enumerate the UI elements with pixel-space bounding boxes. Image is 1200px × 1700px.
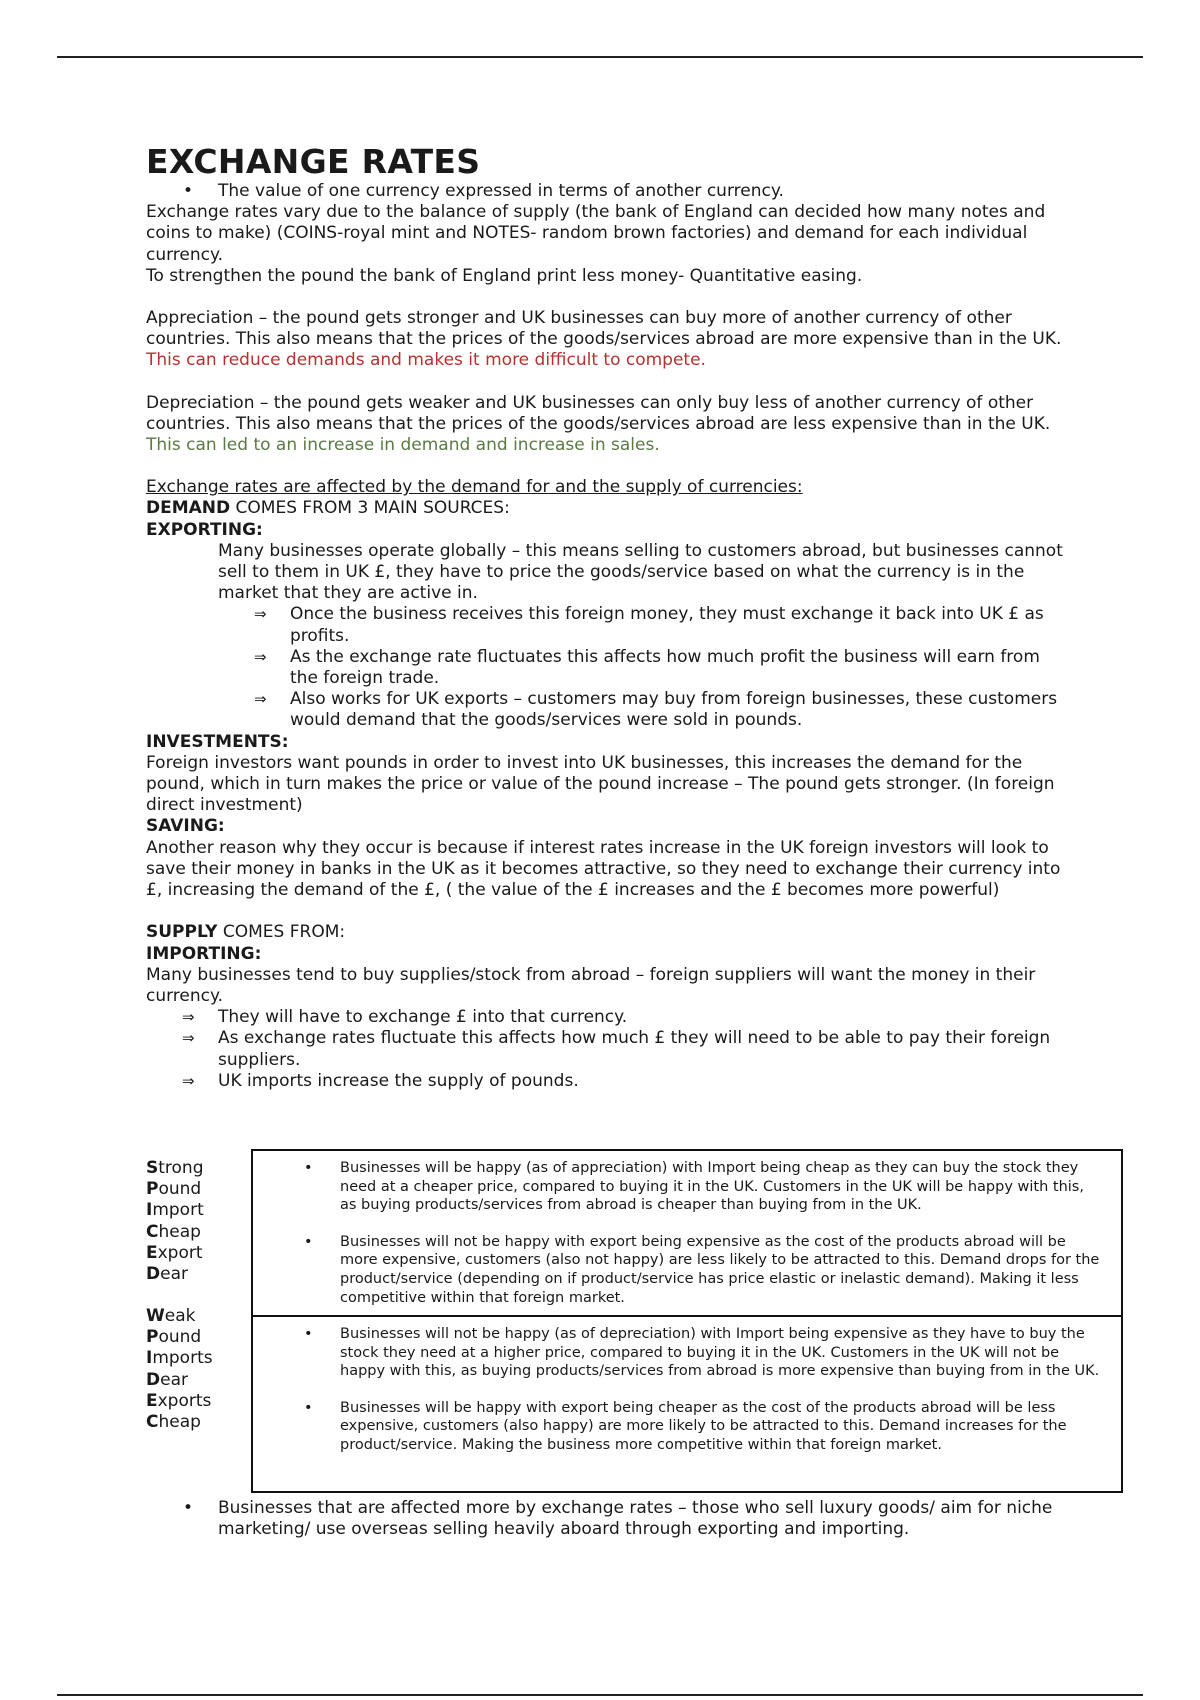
mnemonic-line: Pound xyxy=(146,1327,202,1348)
footer-rule xyxy=(57,1694,1143,1696)
importing-point: ⇒ As exchange rates fluctuate this affects how much £ they will need to be able to pay their foreign suppliers. xyxy=(182,1028,1051,1070)
mnemonic-line: Cheap xyxy=(146,1221,201,1242)
weak-pound-cell xyxy=(253,1317,1121,1491)
mnemonic-line: Exports xyxy=(146,1390,212,1411)
mnemonic-line: Strong xyxy=(146,1158,204,1178)
document-body xyxy=(146,143,1066,1092)
appreciation-highlight: This can reduce demands and makes it more difficult to compete. xyxy=(146,350,706,371)
exporting-points xyxy=(146,604,1066,731)
definition-list xyxy=(146,181,1066,202)
demand-heading: DEMAND COMES FROM 3 MAIN SOURCES: xyxy=(146,498,510,519)
mnemonic-line: Dear xyxy=(146,1264,188,1285)
saving-text: Another reason why they occur is because if interest rates increase in the UK foreign investors will look to save their money in banks in the UK as it becomes attractive, so they need to exchange their currency into £, increasing the demand of the £, ( the value of the £ increases and the £ becomes more powerful) xyxy=(146,837,1061,901)
strong-pound-cell xyxy=(253,1151,1121,1317)
exporting-point: ⇒ Also works for UK exports – customers may buy from foreign businesses, these customers would demand that the goods/services were sold in pounds. xyxy=(254,689,1058,731)
mnemonic-line: Pound xyxy=(146,1179,202,1200)
exporting-point: ⇒ As the exchange rate fluctuates this affects how much profit the business will earn from the foreign trade. xyxy=(254,646,1040,689)
mnemonic-strong xyxy=(146,1158,204,1285)
mnemonic-line: Cheap xyxy=(146,1412,201,1433)
investments-heading: INVESTMENTS: xyxy=(146,731,289,752)
investments-text: Foreign investors want pounds in order to invest into UK businesses, this increases the demand for the pound, which in turn makes the price or value of the pound increase – The pound gets stronger. (In foreign direct investment) xyxy=(146,752,1055,816)
final-bullet: • Businesses that are affected more by exchange rates – those who sell luxury goods/ aim for niche marketing/ use overseas selling heavily aboard through exporting and importing. xyxy=(218,1498,1096,1540)
importing-point: ⇒ They will have to exchange £ into that currency. xyxy=(182,1007,628,1028)
mnemonic-weak xyxy=(146,1306,213,1433)
table-bullet: • Businesses will be happy with export being cheaper as the cost of the products abroad will be less expensive, customers (also happy) are more likely to be attracted to this. Demand increases for the product/service. Making the business more competitive within that foreign market. xyxy=(340,1399,1121,1455)
mnemonic-line: Export xyxy=(146,1242,203,1263)
importing-heading: IMPORTING: xyxy=(146,943,262,964)
importing-text: Many businesses tend to buy supplies/stock from abroad – foreign suppliers will want the money in their currency. xyxy=(146,964,1036,1006)
depreciation-paragraph: Depreciation – the pound gets weaker and UK businesses can only buy less of another currency of other countries. This also means that the prices of the goods/services abroad are less expensive than in the UK. This can led to an increase in demand and increase in sales. xyxy=(146,392,1051,456)
exporting-text: Many businesses operate globally – this means selling to customers abroad, but businesses cannot sell to them in UK £, they have to price the goods/service based on what the currency is in the market that they are active in. xyxy=(218,540,1063,604)
importing-points xyxy=(146,1007,1066,1092)
affected-heading: Exchange rates are affected by the demand for and the supply of currencies: xyxy=(146,477,803,498)
mnemonic-line: Import xyxy=(146,1200,204,1221)
page-title: EXCHANGE RATES xyxy=(146,142,481,181)
final-point xyxy=(146,1498,1096,1540)
supply-heading: SUPPLY COMES FROM: xyxy=(146,922,346,943)
depreciation-highlight: This can led to an increase in demand and increase in sales. xyxy=(146,435,660,456)
exporting-heading: EXPORTING: xyxy=(146,519,263,540)
impact-table xyxy=(251,1149,1123,1493)
importing-point: ⇒ UK imports increase the supply of pounds. xyxy=(182,1070,579,1091)
mnemonic-line: Imports xyxy=(146,1348,213,1369)
header-rule xyxy=(57,56,1143,58)
intro-paragraph: Exchange rates vary due to the balance of supply (the bank of England can decided how many notes and coins to make) (COINS-royal mint and NOTES- random brown factories) and demand for each individual currency. xyxy=(146,202,1046,265)
definition-bullet: • The value of one currency expressed in terms of another currency. xyxy=(218,181,1066,202)
appreciation-paragraph: Appreciation – the pound gets stronger and UK businesses can buy more of another currency of other countries. This also means that the prices of the goods/services abroad are more expensive than in the UK. This can reduce demands and makes it more difficult to compete. xyxy=(146,308,1062,371)
mnemonic-line: Dear xyxy=(146,1369,188,1390)
exporting-point: ⇒ Once the business receives this foreign money, they must exchange it back into UK £ as profits. xyxy=(254,604,1044,646)
mnemonic-line: Weak xyxy=(146,1306,196,1326)
table-bullet: • Businesses will not be happy (as of depreciation) with Import being expensive as they have to buy the stock they need at a higher price, compared to buying it in the UK. Customers in the UK will not be happy with this, as buying products/services from abroad is more expensive than buying from in the UK. xyxy=(340,1325,1121,1381)
saving-heading: SAVING: xyxy=(146,816,225,837)
table-bullet: • Businesses will be happy (as of appreciation) with Import being cheap as they can buy the stock they need at a cheaper price, compared to buying it in the UK. Customers in the UK will be happy with this, as buying products/services from abroad is cheaper than buying from in the UK. xyxy=(340,1159,1121,1215)
table-bullet: • Businesses will not be happy with export being expensive as the cost of the products abroad will be more expensive, customers (also not happy) are less likely to be attracted to this. Demand drops for the product/service (depending on if product/service has price elastic or inelastic demand). Making it less competitive within that foreign market. xyxy=(340,1233,1121,1307)
quantitative-easing-line: To strengthen the pound the bank of England print less money- Quantitative easing. xyxy=(146,265,863,286)
